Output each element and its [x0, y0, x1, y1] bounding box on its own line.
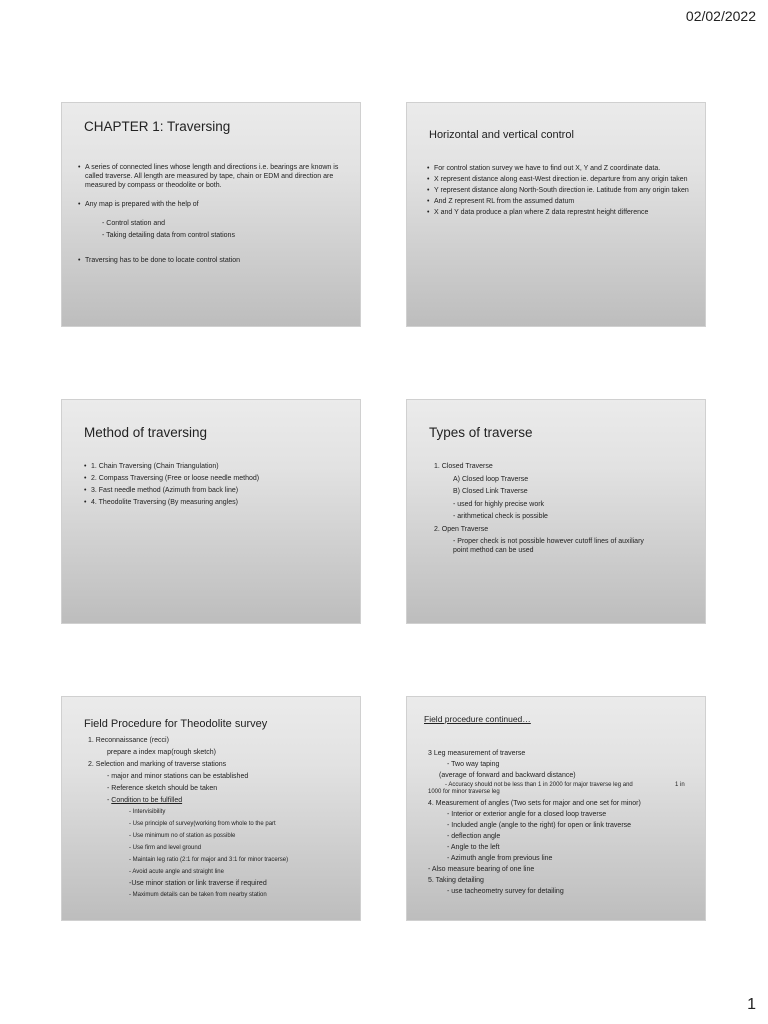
list-item: - Use principle of survey(working from whole to the part: [129, 821, 276, 827]
list-item: - Included angle (angle to the right) for open or link traverse: [447, 822, 632, 829]
slide-body: [428, 749, 703, 896]
list-item: B) Closed Link Traverse: [453, 488, 528, 495]
list-item: 3 Leg measurement of traverse: [428, 750, 526, 757]
note-text: - Accuracy should not be less than 1 in 2000 for major traverse leg and: [445, 782, 633, 788]
slide-types: [406, 399, 706, 624]
list-item: - Maintain leg ratio (2:1 for major and 3:1 for minor tracerse): [129, 857, 289, 863]
list-item: - Proper check is not possible however cutoff lines of auxiliary point method can be used: [453, 538, 644, 554]
list-item: (average of forward and backward distance): [439, 772, 576, 779]
list-item: - Angle to the left: [447, 844, 500, 851]
slide-body: [88, 736, 358, 899]
slide-title: Field procedure continued…: [424, 714, 531, 724]
bullet-item: • 2. Compass Traversing (Free or loose needle method): [84, 474, 344, 483]
list-item: - arithmetical check is possible: [453, 513, 548, 520]
list-item: - use tacheometry survey for detailing: [447, 888, 564, 895]
bullet-item: • X and Y data produce a plan where Z data represtnt height difference: [427, 208, 693, 217]
slide-field-procedure-continued: [406, 696, 706, 921]
list-item: - Also measure bearing of one line: [428, 866, 535, 873]
sub-item: - Control station and: [102, 220, 166, 227]
list-item: - Maximum details can be taken from nearby station: [129, 892, 267, 898]
list-item: - Intervisibility: [129, 809, 166, 815]
list-item: A) Closed loop Traverse: [453, 475, 529, 483]
list-item: - used for highly precise work: [453, 500, 545, 508]
slide-title: CHAPTER 1: Traversing: [84, 119, 231, 134]
bullet-item: • 4. Theodolite Traversing (By measuring angles): [84, 498, 344, 507]
sub-item: - Taking detailing data from control stations: [102, 232, 235, 239]
slide-title: Method of traversing: [84, 425, 208, 440]
list-item: - Two way taping: [447, 761, 500, 768]
bullet-item: • For control station survey we have to find out X, Y and Z coordinate data.: [427, 164, 693, 173]
slide-title: Horizontal and vertical control: [429, 129, 574, 141]
list-item: [107, 796, 358, 805]
note-text: 1000 for minor traverse leg: [428, 789, 500, 795]
list-item: 4. Measurement of angles (Two sets for major and one set for minor): [428, 800, 641, 807]
slide-body: [434, 462, 694, 555]
slide-control: [406, 102, 706, 327]
list-item: 1. Closed Traverse: [434, 463, 493, 470]
accuracy-note: [428, 782, 703, 798]
list-item: -Use minor station or link traverse if required: [129, 880, 267, 887]
slide-title: Types of traverse: [429, 425, 533, 440]
list-item: - Use minimum no of station as possible: [129, 833, 236, 839]
list-item: - Reference sketch should be taken: [107, 785, 218, 792]
bullet-item: • And Z represent RL from the assumed datum: [427, 197, 693, 206]
slide-title: Field Procedure for Theodolite survey: [84, 718, 268, 730]
list-item: prepare a index map(rough sketch): [107, 749, 216, 756]
list-item: - Azimuth angle from previous line: [447, 855, 553, 862]
bullet-item: • Traversing has to be done to locate control station: [78, 256, 348, 265]
bullet-item: • 1. Chain Traversing (Chain Triangulation): [84, 462, 344, 471]
list-item: 2. Open Traverse: [434, 525, 489, 533]
list-item: - Avoid acute angle and straight line: [129, 869, 224, 875]
list-item: - Use firm and level ground: [129, 845, 202, 851]
list-item: 5. Taking detailing: [428, 877, 484, 884]
slide-chapter-1: [61, 102, 361, 327]
list-item: - deflection angle: [447, 833, 501, 840]
page-number: 1: [747, 996, 756, 1013]
list-item: 2. Selection and marking of traverse stations: [88, 761, 227, 768]
list-item: 1. Reconnaissance (recci): [88, 737, 169, 744]
slide-body: [427, 164, 693, 217]
bullet-item: • Y represent distance along North-South direction ie. Latitude from any origin taken: [427, 186, 693, 195]
slide-methods: [61, 399, 361, 624]
bullet-item: • A series of connected lines whose length and directions i.e. bearings are known is called traverse. All length are measured by tape, chain or EDM and direction are measured by compass or theodolite or both.: [78, 163, 348, 190]
slide-field-procedure: [61, 696, 361, 921]
list-item: - major and minor stations can be established: [107, 773, 249, 780]
condition-heading: Condition to be fulfilled: [111, 797, 183, 804]
slide-body: [78, 163, 348, 265]
slide-body: [84, 462, 344, 507]
dash: -: [107, 797, 112, 804]
list-item: - Interior or exterior angle for a closed loop traverse: [447, 811, 607, 818]
bullet-item: • 3. Fast needle method (Azimuth from back line): [84, 486, 344, 495]
note-text: 1 in: [675, 782, 685, 788]
print-date: 02/02/2022: [685, 8, 756, 24]
bullet-item: • X represent distance along east-West direction ie. departure from any origin taken: [427, 175, 693, 184]
bullet-item: • Any map is prepared with the help of: [78, 200, 348, 209]
